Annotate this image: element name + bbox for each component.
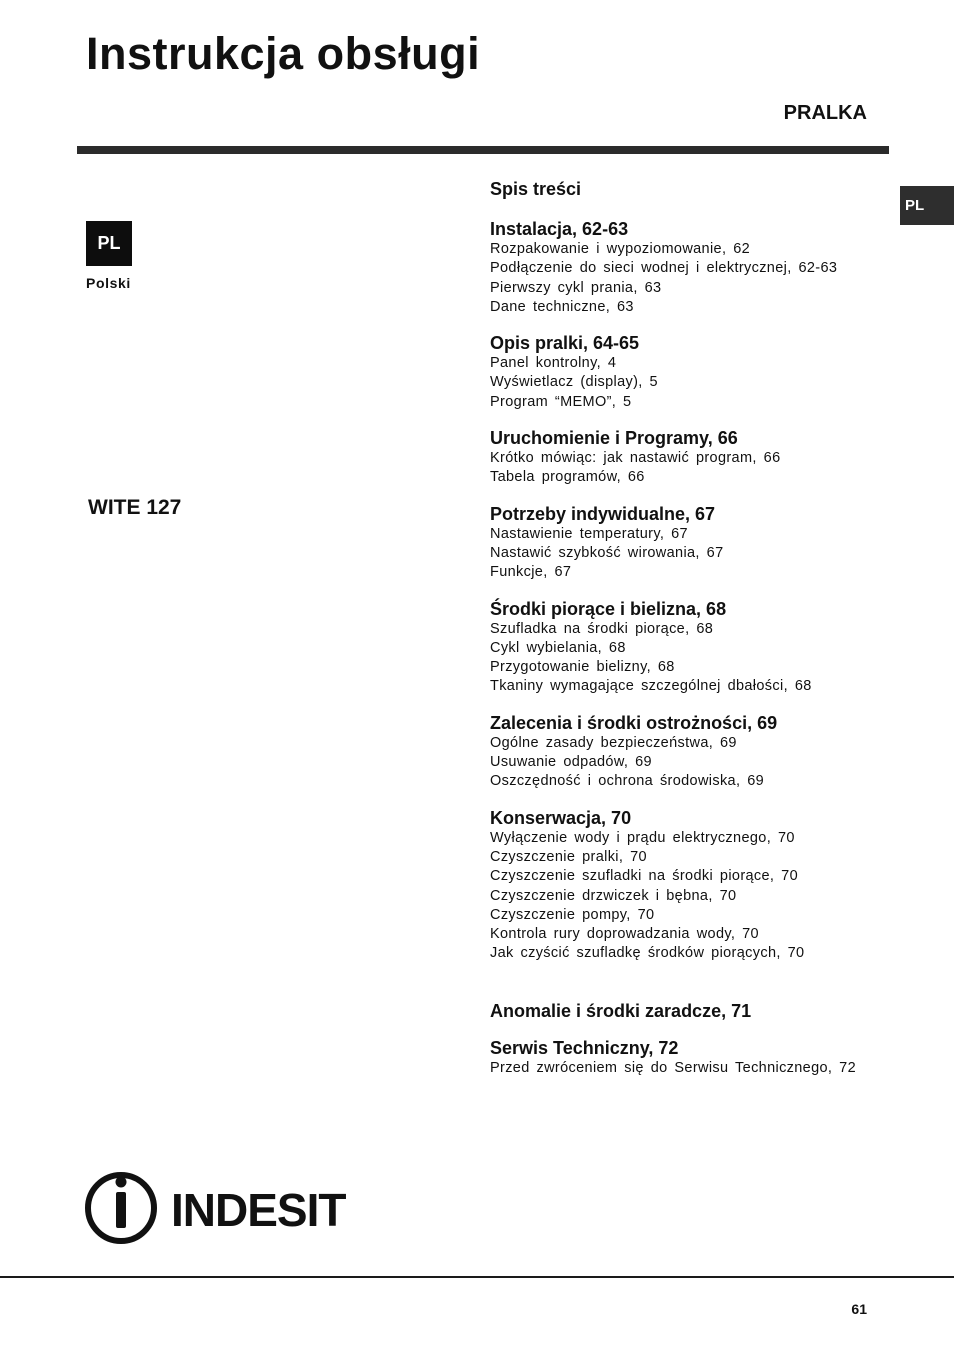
toc-section-title[interactable]: Anomalie i środki zaradcze, 71 bbox=[490, 1000, 752, 1021]
toc-section-title[interactable]: Instalacja, 62-63 bbox=[490, 219, 629, 239]
toc-item[interactable]: Ogólne zasady bezpieczeństwa, 69 bbox=[490, 734, 737, 751]
language-side-tab: PL bbox=[900, 186, 954, 225]
toc-section bbox=[490, 218, 910, 317]
language-badge: PL bbox=[86, 221, 132, 266]
page-number: 61 bbox=[851, 1301, 867, 1317]
toc-item[interactable]: Czyszczenie szufladki na środki piorące, 70 bbox=[490, 868, 799, 885]
toc-section-title[interactable]: Serwis Techniczny, 72 bbox=[490, 1037, 679, 1058]
header-divider bbox=[77, 146, 889, 154]
toc-item[interactable]: Cykl wybielania, 68 bbox=[490, 639, 626, 656]
logo-stem bbox=[116, 1192, 126, 1228]
language-name: Polski bbox=[86, 275, 131, 291]
toc-item-list bbox=[490, 449, 910, 488]
section-spacer bbox=[490, 979, 910, 1000]
toc-item[interactable]: Przed zwróceniem się do Serwisu Technicznego, 72 bbox=[490, 1059, 857, 1076]
toc-item[interactable]: Usuwanie odpadów, 69 bbox=[490, 754, 652, 771]
toc-section-title[interactable]: Opis pralki, 64-65 bbox=[490, 333, 640, 354]
toc-sections bbox=[490, 218, 910, 1078]
toc-section-title[interactable]: Środki piorące i bielizna, 68 bbox=[490, 598, 727, 619]
toc-item-list bbox=[490, 829, 910, 964]
toc-item-list bbox=[490, 525, 910, 583]
table-of-contents bbox=[490, 178, 910, 1093]
logo-wordmark: INDESIT bbox=[171, 1184, 346, 1236]
toc-item[interactable]: Czyszczenie pralki, 70 bbox=[490, 848, 647, 865]
toc-item-list bbox=[490, 240, 910, 317]
toc-item[interactable]: Szufladka na środki piorące, 68 bbox=[490, 620, 714, 637]
toc-item[interactable]: Tkaniny wymagające szczególnej dbałości, 68 bbox=[490, 678, 812, 695]
toc-section-title[interactable]: Zalecenia i środki ostrożności, 69 bbox=[490, 712, 778, 733]
toc-item[interactable]: Wyświetlacz (display), 5 bbox=[490, 374, 658, 391]
footer-divider bbox=[0, 1276, 954, 1278]
toc-item[interactable]: Krótko mówiąc: jak nastawić program, 66 bbox=[490, 450, 781, 467]
toc-item[interactable]: Oszczędność i ochrona środowiska, 69 bbox=[490, 773, 765, 790]
toc-item[interactable]: Wyłączenie wody i prądu elektrycznego, 70 bbox=[490, 829, 795, 846]
model-name: WITE 127 bbox=[88, 496, 182, 519]
page-title: Instrukcja obsługi bbox=[86, 28, 481, 79]
toc-item[interactable]: Pierwszy cykl prania, 63 bbox=[490, 279, 662, 296]
toc-section bbox=[490, 503, 910, 583]
toc-item[interactable]: Czyszczenie pompy, 70 bbox=[490, 906, 655, 923]
toc-item[interactable]: Nastawić szybkość wirowania, 67 bbox=[490, 544, 724, 561]
toc-section bbox=[490, 598, 910, 697]
toc-item[interactable]: Nastawienie temperatury, 67 bbox=[490, 525, 688, 542]
toc-item[interactable]: Tabela programów, 66 bbox=[490, 469, 645, 486]
toc-section bbox=[490, 807, 910, 964]
toc-item[interactable]: Panel kontrolny, 4 bbox=[490, 355, 617, 372]
toc-item-list bbox=[490, 734, 910, 792]
toc-item[interactable]: Rozpakowanie i wypoziomowanie, 62 bbox=[490, 241, 751, 257]
toc-item[interactable]: Podłączenie do sieci wodnej i elektrycznej, 62-63 bbox=[490, 260, 838, 277]
logo-dot bbox=[116, 1177, 127, 1188]
indesit-logo bbox=[84, 1170, 374, 1248]
toc-section bbox=[490, 332, 910, 412]
toc-item-list bbox=[490, 354, 910, 412]
toc-section bbox=[490, 712, 910, 792]
toc-section bbox=[490, 427, 910, 488]
toc-heading: Spis treści bbox=[490, 179, 582, 199]
toc-section bbox=[490, 1037, 910, 1078]
toc-item[interactable]: Program “MEMO”, 5 bbox=[490, 393, 632, 410]
toc-item[interactable]: Czyszczenie drzwiczek i bębna, 70 bbox=[490, 887, 737, 904]
toc-item[interactable]: Dane techniczne, 63 bbox=[490, 298, 634, 315]
toc-item-list bbox=[490, 1059, 910, 1078]
toc-item[interactable]: Przygotowanie bielizny, 68 bbox=[490, 659, 675, 676]
product-type: PRALKA bbox=[783, 102, 867, 124]
toc-item[interactable]: Funkcje, 67 bbox=[490, 564, 572, 581]
toc-item-list bbox=[490, 620, 910, 697]
toc-section-title[interactable]: Konserwacja, 70 bbox=[490, 807, 632, 828]
toc-section-title[interactable]: Potrzeby indywidualne, 67 bbox=[490, 503, 716, 524]
toc-section-title[interactable]: Uruchomienie i Programy, 66 bbox=[490, 428, 738, 449]
toc-item[interactable]: Jak czyścić szufladkę środków piorących, 70 bbox=[490, 945, 805, 962]
toc-section bbox=[490, 1000, 910, 1022]
toc-item[interactable]: Kontrola rury doprowadzania wody, 70 bbox=[490, 926, 759, 943]
